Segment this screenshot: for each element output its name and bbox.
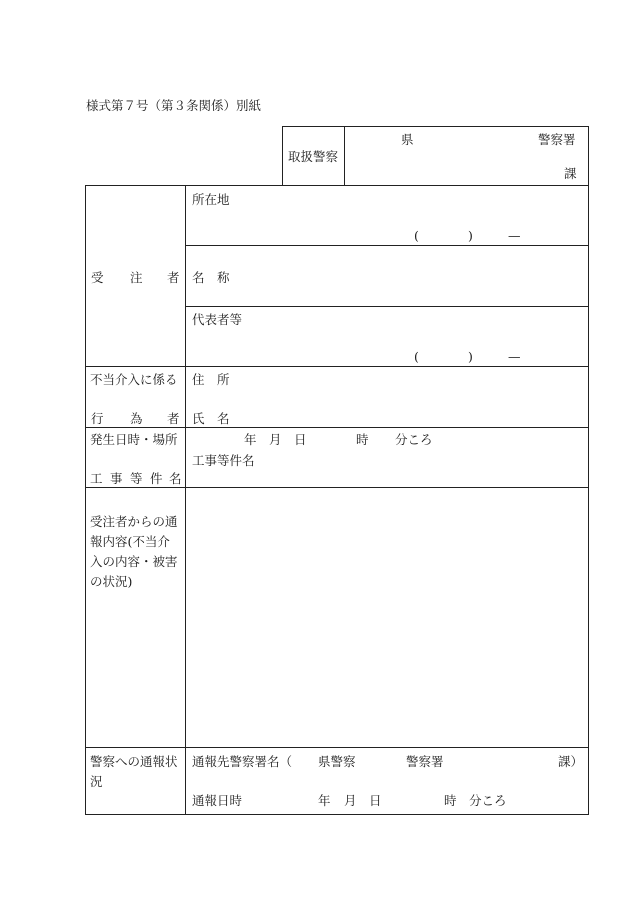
report-minute: 分ころ bbox=[469, 793, 507, 808]
report-station: 警察署 bbox=[406, 754, 444, 769]
occurrence-day: 日 bbox=[294, 432, 307, 447]
perpetrator-label-char-2: 為 bbox=[130, 411, 143, 426]
rep-phone-close-paren: ) bbox=[468, 349, 473, 364]
contractor-name-label-char-2: 称 bbox=[217, 270, 230, 285]
occurrence-month: 月 bbox=[269, 432, 282, 447]
project-label-char-3: 等 bbox=[130, 471, 143, 486]
project-label-char-1: 工 bbox=[90, 471, 103, 486]
report-content-label-line3: 入の内容・被害 bbox=[90, 554, 178, 569]
contractor-address-label: 所在地 bbox=[192, 192, 230, 207]
project-label-char-2: 事 bbox=[110, 471, 123, 486]
contractor-label-char-3: 者 bbox=[167, 270, 180, 285]
report-hour: 時 bbox=[444, 793, 457, 808]
section-label: 課 bbox=[564, 166, 577, 181]
project-label-char-5: 名 bbox=[169, 471, 182, 486]
phone-close-paren: ) bbox=[468, 228, 473, 243]
perpetrator-name-char-2: 名 bbox=[217, 411, 230, 426]
representative-label: 代表者等 bbox=[192, 312, 243, 327]
report-section-close: 課） bbox=[558, 754, 584, 769]
perpetrator-address-char-1: 住 bbox=[192, 372, 205, 387]
police-report-label-line1: 警察への通報状 bbox=[90, 754, 178, 769]
report-month: 月 bbox=[344, 793, 357, 808]
police-report-label-line2: 況 bbox=[90, 774, 103, 789]
perpetrator-label-line1: 不当介入に係る bbox=[90, 372, 178, 387]
report-content-label-line1: 受注者からの通 bbox=[90, 514, 178, 529]
perpetrator-address-char-2: 所 bbox=[217, 372, 230, 387]
rep-phone-open-paren: ( bbox=[414, 349, 419, 364]
perpetrator-name-char-1: 氏 bbox=[192, 411, 205, 426]
police-station-label: 警察署 bbox=[538, 132, 576, 147]
form-title: 様式第７号（第３条関係）別紙 bbox=[86, 98, 262, 113]
perpetrator-label-char-3: 者 bbox=[167, 411, 180, 426]
phone-dash: — bbox=[508, 228, 521, 243]
report-prefecture-police: 県警察 bbox=[318, 754, 356, 769]
occurrence-year: 年 bbox=[244, 432, 257, 447]
report-year: 年 bbox=[318, 793, 331, 808]
report-day: 日 bbox=[369, 793, 382, 808]
prefecture-label: 県 bbox=[401, 132, 414, 147]
contractor-name-label-char-1: 名 bbox=[192, 270, 205, 285]
occurrence-hour: 時 bbox=[356, 432, 369, 447]
rep-phone-dash: — bbox=[508, 349, 521, 364]
occurrence-minute: 分ころ bbox=[395, 432, 433, 447]
report-datetime-label: 通報日時 bbox=[192, 793, 243, 808]
project-label-char-4: 件 bbox=[150, 471, 163, 486]
contractor-label-char-1: 受 bbox=[91, 270, 104, 285]
occurrence-label-line1: 発生日時・場所 bbox=[90, 432, 178, 447]
project-name-label: 工事等件名 bbox=[192, 453, 255, 468]
report-content-label-line4: の状況) bbox=[90, 574, 133, 589]
handling-police-label: 取扱警察 bbox=[288, 149, 339, 164]
perpetrator-label-char-1: 行 bbox=[91, 411, 104, 426]
report-content-label-line2: 報内容(不当介 bbox=[90, 534, 170, 549]
phone-open-paren: ( bbox=[414, 228, 419, 243]
report-station-label: 通報先警察署名（ bbox=[192, 754, 293, 769]
contractor-label-char-2: 注 bbox=[130, 270, 143, 285]
